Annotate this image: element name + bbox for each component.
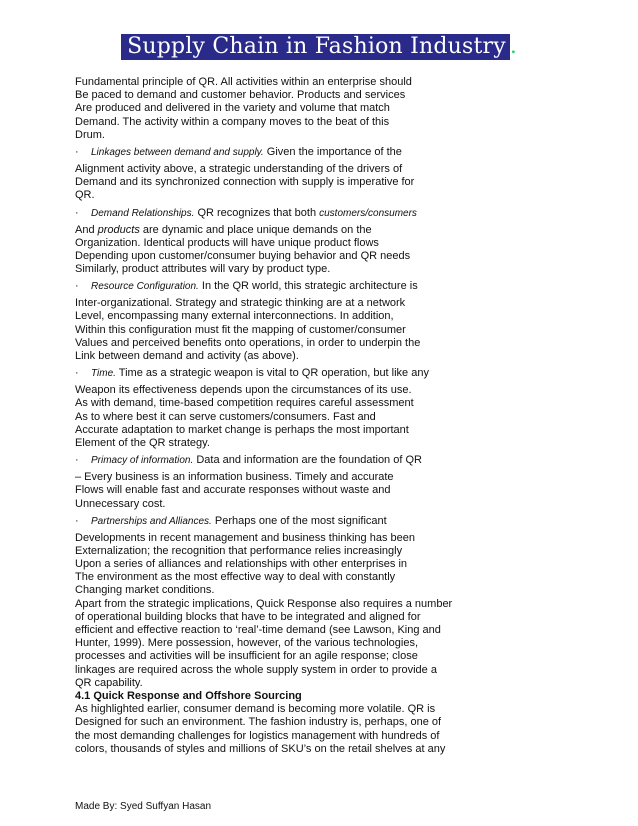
text-line: Alignment activity above, a strategic understanding of the drivers of xyxy=(75,162,403,175)
text-line: processes and activities will be insufficient for an agile response; close xyxy=(75,650,418,663)
text-line: Values and perceived benefits onto operations, in order to underpin the xyxy=(75,336,421,349)
paragraph-3 xyxy=(75,224,515,277)
page-title: Supply Chain in Fashion Industry xyxy=(121,34,510,60)
text-line: QR. xyxy=(75,189,95,202)
text-line: Be paced to demand and customer behavior. Products and services xyxy=(75,89,406,102)
text-line: Level, encompassing many external interconnections. In addition, xyxy=(75,310,394,323)
text-line: Similarly, product attributes will vary by product type. xyxy=(75,263,331,276)
text-line: Fundamental principle of QR. All activities within an enterprise should xyxy=(75,76,412,88)
paragraph-4 xyxy=(75,297,515,363)
paragraph-6 xyxy=(75,471,515,511)
bullet-icon: · xyxy=(75,454,79,467)
paragraph-8 xyxy=(75,703,515,756)
bullet-label: Time. xyxy=(91,368,116,380)
bullet-label: Partnerships and Alliances. xyxy=(91,515,212,527)
text-line: the most demanding challenges for logistics management with hundreds of xyxy=(75,729,440,742)
text-line: Hunter, 1999). Mere possession, however, of the various technologies, xyxy=(75,637,419,650)
bullet-label: Demand Relationships. xyxy=(91,207,195,219)
bullet-primacy-of-information xyxy=(75,450,515,471)
text-line: of operational building blocks that have to be integrated and aligned for xyxy=(75,610,421,623)
text-line: Within this configuration must fit the mapping of customer/consumer xyxy=(75,323,406,336)
text-span: are dynamic and place unique demands on the xyxy=(139,223,372,236)
text-line: Organization. Identical products will have unique product flows xyxy=(75,236,379,249)
text-line: QR capability. xyxy=(75,676,143,689)
bullet-time xyxy=(75,363,515,384)
text-line: Apart from the strategic implications, Quick Response also requires a number xyxy=(75,597,453,610)
title-dot: . xyxy=(509,34,517,59)
text-line: Demand and its synchronized connection with supply is imperative for xyxy=(75,176,415,189)
bullet-linkages xyxy=(75,142,515,163)
bullet-text: QR recognizes that both xyxy=(194,206,320,219)
bullet-label: Resource Configuration. xyxy=(91,281,199,293)
text-span: And xyxy=(75,223,98,236)
bullet-text: Time as a strategic weapon is vital to QR operation, but like any xyxy=(115,367,429,380)
text-line: Weapon its effectiveness depends upon the circumstances of its use. xyxy=(75,384,412,397)
text-line: – Every business is an information business. Timely and accurate xyxy=(75,471,394,484)
bullet-tail: customers/consumers xyxy=(319,207,417,219)
text-line: Externalization; the recognition that performance relies increasingly xyxy=(75,544,403,557)
paragraph-2 xyxy=(75,163,515,203)
text-line: As highlighted earlier, consumer demand is becoming more volatile. QR is xyxy=(75,703,436,716)
text-line: Changing market conditions. xyxy=(75,584,215,597)
text-line: Upon a series of alliances and relationships with other enterprises in xyxy=(75,558,408,571)
text-line: As with demand, time-based competition requires careful assessment xyxy=(75,397,414,410)
text-line: Demand. The activity within a company moves to the beat of this xyxy=(75,115,390,128)
bullet-icon: · xyxy=(75,367,79,380)
text-line: Element of the QR strategy. xyxy=(75,436,210,449)
paragraph-5 xyxy=(75,384,515,450)
text-line: Drum. xyxy=(75,128,105,141)
page-footer: Made By: Syed Suffyan Hasan xyxy=(75,801,212,812)
bullet-text: Given the importance of the xyxy=(263,145,402,158)
bullet-label: Linkages between demand and supply. xyxy=(91,146,264,158)
bullet-label: Primacy of information. xyxy=(91,455,194,467)
bullet-text: Perhaps one of the most significant xyxy=(211,514,387,527)
paragraph-1 xyxy=(75,76,515,142)
emphasis-text: products xyxy=(97,223,140,236)
text-line: As to where best it can serve customers/consumers. Fast and xyxy=(75,410,376,423)
text-line: Flows will enable fast and accurate responses without waste and xyxy=(75,484,391,497)
paragraph-7 xyxy=(75,532,515,690)
bullet-text: Data and information are the foundation of QR xyxy=(193,454,422,467)
body-text xyxy=(75,76,515,756)
text-line: Accurate adaptation to market change is perhaps the most important xyxy=(75,423,409,436)
text-line: efficient and effective reaction to ‘real’-time demand (see Lawson, King and xyxy=(75,624,441,636)
bullet-icon: · xyxy=(75,280,79,293)
text-line: linkages are required across the whole supply system in order to provide a xyxy=(75,663,437,676)
bullet-icon: · xyxy=(75,206,79,219)
bullet-resource-configuration xyxy=(75,276,515,297)
text-line: Unnecessary cost. xyxy=(75,497,166,510)
bullet-icon: · xyxy=(75,514,79,527)
text-line: Developments in recent management and business thinking has been xyxy=(75,531,415,544)
text-line: The environment as the most effective way to deal with constantly xyxy=(75,571,396,584)
title-block xyxy=(0,34,638,60)
text-line: colors, thousands of styles and millions of SKU’s on the retail shelves at any xyxy=(75,742,446,755)
section-heading: 4.1 Quick Response and Offshore Sourcing xyxy=(75,689,302,702)
text-line: Are produced and delivered in the variety and volume that match xyxy=(75,102,390,115)
bullet-partnerships xyxy=(75,511,515,532)
bullet-demand-relationships xyxy=(75,203,515,224)
text-line: Inter-organizational. Strategy and strategic thinking are at a network xyxy=(75,297,406,310)
bullet-icon: · xyxy=(75,145,79,158)
text-line: Designed for such an environment. The fashion industry is, perhaps, one of xyxy=(75,716,442,729)
text-line xyxy=(75,224,515,237)
bullet-text: In the QR world, this strategic architecture is xyxy=(198,280,418,293)
text-line: Depending upon customer/consumer buying behavior and QR needs xyxy=(75,249,411,262)
text-line: Link between demand and activity (as above). xyxy=(75,350,299,362)
